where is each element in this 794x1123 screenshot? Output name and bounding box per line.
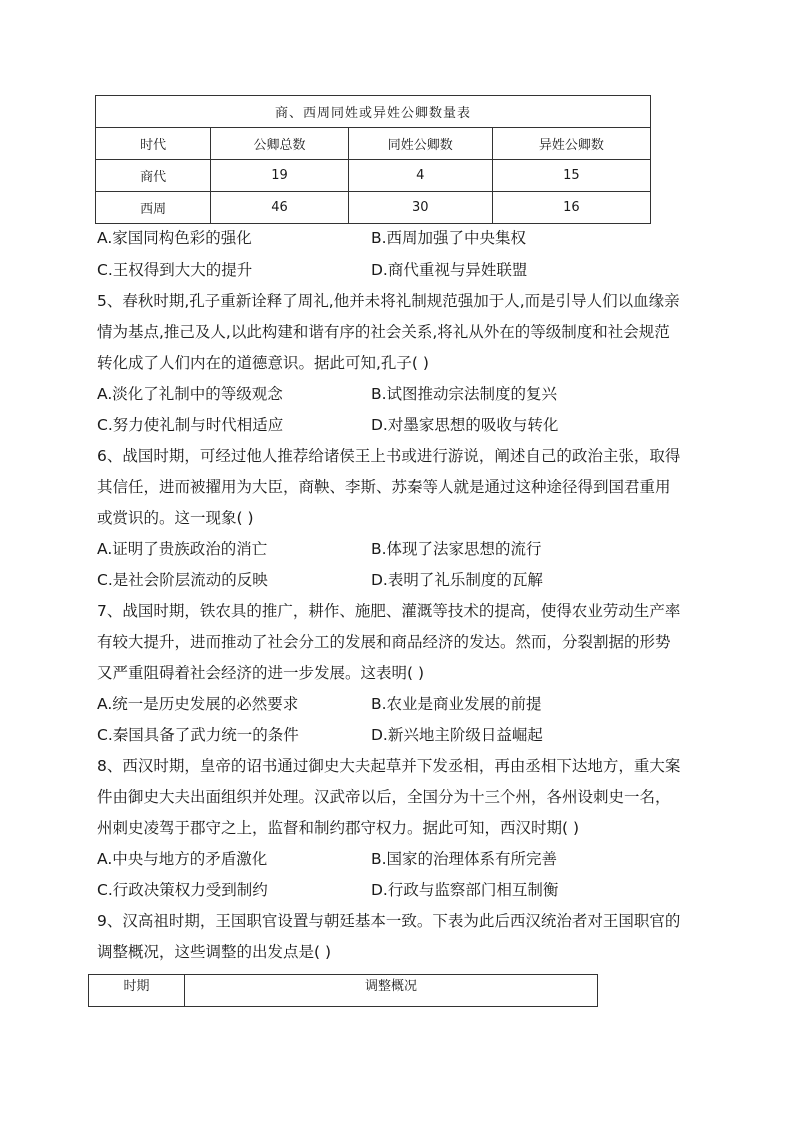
q4-option-a[interactable]: A.家国同构色彩的强化: [97, 229, 252, 247]
q5-stem-line: 情为基点,推己及人,以此构建和谐有序的社会关系,将礼从外在的等级制度和社会规范: [97, 323, 670, 341]
table-header-cell: 公卿总数: [211, 128, 348, 160]
officials-count-table: [95, 95, 651, 224]
q6-option-b[interactable]: B.体现了法家思想的流行: [371, 540, 542, 558]
table-row: [96, 160, 651, 192]
q6-option-a[interactable]: A.证明了贵族政治的消亡: [97, 540, 268, 558]
q6-option-d[interactable]: D.表明了礼乐制度的瓦解: [371, 571, 543, 589]
q7-stem-line: 7、战国时期，铁农具的推广，耕作、施肥、灌溉等技术的提高，使得农业劳动生产率: [97, 602, 681, 620]
table-header-cell: 时期: [89, 975, 185, 1007]
q6-stem-line: 6、战国时期，可经过他人推荐给诸侯王上书或进行游说，阐述自己的政治主张，取得: [97, 447, 681, 465]
kingdom-officials-table: [88, 974, 598, 1007]
q4-option-d[interactable]: D.商代重视与异姓联盟: [371, 261, 528, 279]
q5-option-d[interactable]: D.对墨家思想的吸收与转化: [371, 416, 559, 434]
q6-option-c[interactable]: C.是社会阶层流动的反映: [97, 571, 268, 589]
q8-option-d[interactable]: D.行政与监察部门相互制衡: [371, 881, 559, 899]
q6-stem-line: 其信任，进而被擢用为大臣，商鞅、李斯、苏秦等人就是通过这种途径得到国君重用: [97, 478, 671, 496]
q7-option-d[interactable]: D.新兴地主阶级日益崛起: [371, 726, 543, 744]
q8-stem-line: 件由御史大夫出面组织并处理。汉武帝以后，全国分为十三个州，各州设刺史一名，: [97, 788, 671, 806]
q8-option-b[interactable]: B.国家的治理体系有所完善: [371, 850, 558, 868]
q7-stem-line: 又严重阻碍着社会经济的进一步发展。这表明( ): [97, 664, 425, 682]
q5-option-a[interactable]: A.淡化了礼制中的等级观念: [97, 385, 283, 403]
table-header-cell: 同姓公卿数: [348, 128, 492, 160]
q8-stem-line: 8、西汉时期，皇帝的诏书通过御史大夫起草并下发丞相，再由丞相下达地方，重大案: [97, 757, 681, 775]
q7-option-c[interactable]: C.秦国具备了武力统一的条件: [97, 726, 299, 744]
q9-stem-line: 调整概况，这些调整的出发点是( ): [97, 943, 332, 961]
table-cell: 46: [211, 192, 348, 224]
table-cell: 15: [492, 160, 650, 192]
q7-option-a[interactable]: A.统一是历史发展的必然要求: [97, 695, 299, 713]
q8-option-a[interactable]: A.中央与地方的矛盾激化: [97, 850, 268, 868]
q8-option-c[interactable]: C.行政决策权力受到制约: [97, 881, 268, 899]
q5-stem-line: 转化成了人们内在的道德意识。据此可知,孔子( ): [97, 354, 429, 372]
q8-stem-line: 州刺史凌驾于郡守之上，监督和制约郡守权力。据此可知，西汉时期( ): [97, 819, 580, 837]
table-header-cell: 异姓公卿数: [492, 128, 650, 160]
q5-option-b[interactable]: B.试图推动宗法制度的复兴: [371, 385, 558, 403]
table-cell: 16: [492, 192, 650, 224]
table-cell: 30: [348, 192, 492, 224]
table-header-cell: 调整概况: [185, 975, 598, 1007]
table-header-row: [89, 975, 598, 1007]
table-cell: 西周: [96, 192, 211, 224]
q7-stem-line: 有较大提升，进而推动了社会分工的发展和商品经济的发达。然而，分裂割据的形势: [97, 633, 671, 651]
q7-option-b[interactable]: B.农业是商业发展的前提: [371, 695, 542, 713]
q5-stem-line: 5、春秋时期,孔子重新诠释了周礼,他并未将礼制规范强加于人,而是引导人们以血缘亲: [97, 292, 680, 310]
table-cell: 4: [348, 160, 492, 192]
q4-option-b[interactable]: B.西周加强了中央集权: [371, 229, 527, 247]
table-cell: 商代: [96, 160, 211, 192]
q9-stem-line: 9、汉高祖时期，王国职官设置与朝廷基本一致。下表为此后西汉统治者对王国职官的: [97, 912, 681, 930]
table-caption: 商、西周同姓或异姓公卿数量表: [96, 96, 651, 128]
q4-option-c[interactable]: C.王权得到大大的提升: [97, 261, 253, 279]
q6-stem-line: 或赏识的。这一现象( ): [97, 509, 254, 527]
table-row: [96, 192, 651, 224]
table-header-row: [96, 128, 651, 160]
table-cell: 19: [211, 160, 348, 192]
q5-option-c[interactable]: C.努力使礼制与时代相适应: [97, 416, 284, 434]
table-header-cell: 时代: [96, 128, 211, 160]
